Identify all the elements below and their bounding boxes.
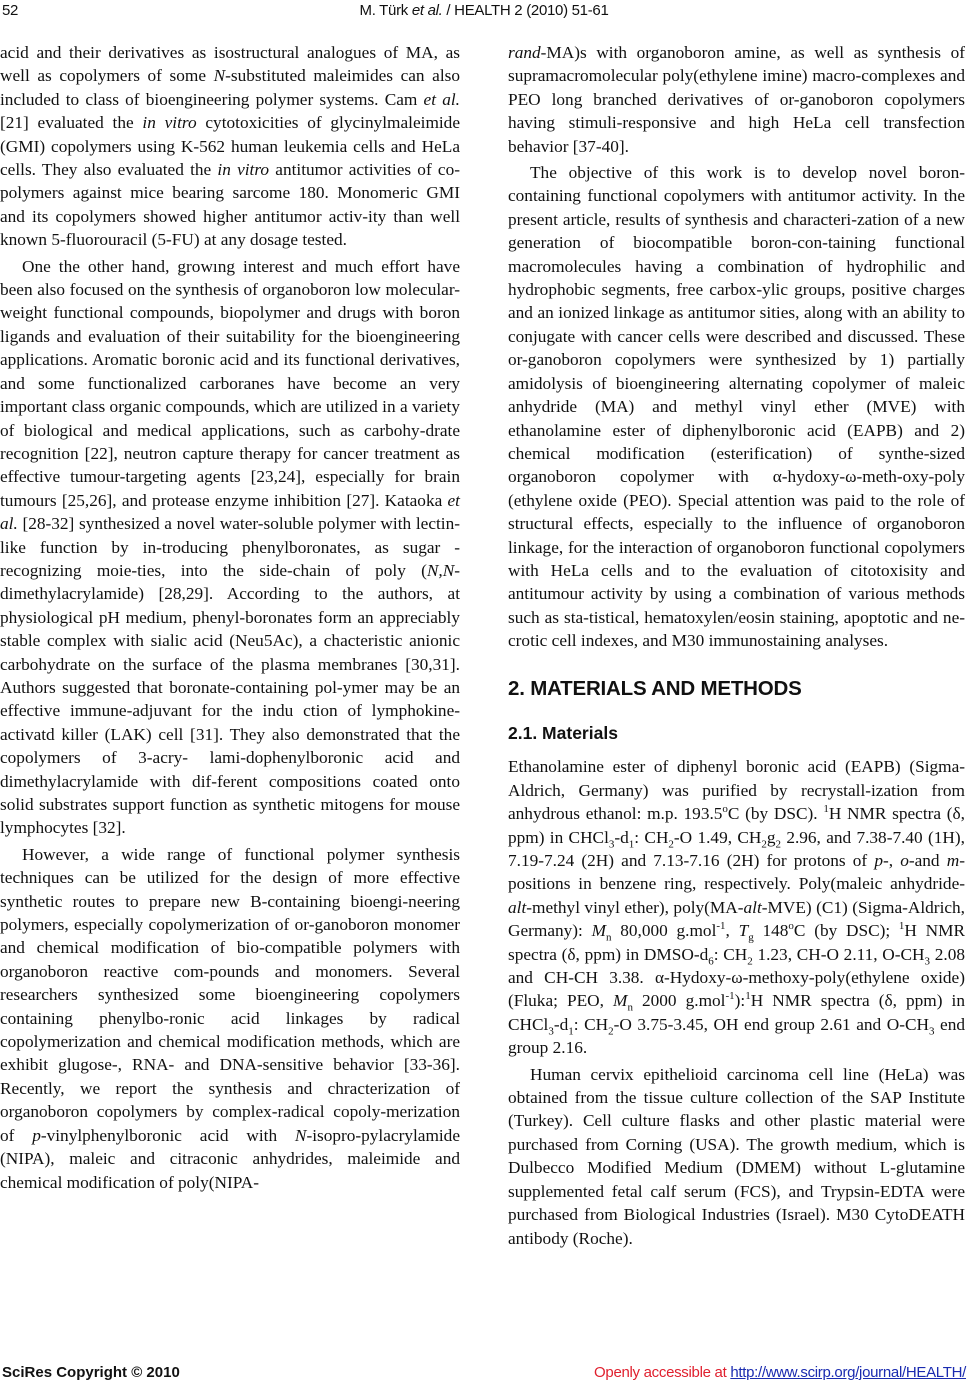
text-run: g [748,931,754,944]
text-run: N [213,66,226,86]
running-title-etal: et al. [411,2,443,19]
paragraph [0,41,460,252]
text-run: -O 3.75-3.45, OH end group 2.61 and O-CH [613,1014,929,1034]
paragraph [508,41,965,158]
text-run: 148 [753,921,789,941]
text-run: 1.23, CH-O 2.11, O-CH [752,944,925,964]
copyright-notice: SciRes Copyright © 2010 [2,1364,180,1381]
text-run: -positions in benzene ring, respectively. Poly(maleic anhydride- [508,851,965,894]
text-run: alt [743,897,762,917]
text-run: 1 [745,990,751,1003]
text-run: 1 [628,838,635,851]
text-run: 80,000 g.mol [611,921,717,941]
text-run: -dimethylacrylamide) [28,29]. According to the authors, at physiological pH medium, phenyl-boronates form an appreciably stable complex with sialic acid (Neu5Ac), a chacteristic anionic carbohydrate on the surface of the plasma membranes [30,31]. Authors suggested that boronate-containing pol-ymer may be an effective immune-adjuvant for the indu ction of lymphokine-activatd killer (LAK) cell [31]. They also demonstrated that the copolymers of 3-acry- lami-dophenylboronic acid and dimethylacrylamide with dif-ferent compositions coated onto solid substrates support function as synthetic mitogens for mouse lymphocytes [32]. [0,560,460,838]
text-run: -isopro-pylacrylamide (NIPA), maleic and citraconic anhydrides, maleimide and chemical modification of poly(NIPA- [0,1125,460,1192]
text-run: n [606,931,612,944]
text-run: C (by DSC); [793,921,899,941]
text-run: : CH [634,827,669,847]
page-header [0,0,968,24]
text-run: in vitro [217,160,270,180]
text-run: n [627,1001,633,1014]
open-access-label: Openly accessible at [594,1364,731,1381]
paragraph [0,843,460,1194]
text-run: 1 [898,920,905,933]
journal-link[interactable]: http://www.scirp.org/journal/HEALTH/ [730,1364,966,1381]
text-run: -O 1.49, CH [673,827,762,847]
text-run: : CH [573,1014,609,1034]
text-run: in vitro [142,113,197,133]
text-run: -substituted maleimides can also included to class of bioengineering polymer systems. Cam [0,66,460,109]
text-run: -1 [716,920,726,933]
text-run: H NMR spectra (δ, ppm) in CHCl [508,991,965,1034]
text-run: 2.96, and 7.38-7.40 (1H), 7.19-7.24 (2H) and 7.13-7.16 (2H) for protons of [508,827,965,870]
text-run: One the other hand, growıng interest and much effort have been also focused on the synthesis of organoboron low molecular-weight functional compounds, biopolymer and drugs with boron ligands and evaluation of their suitability for the bioengineering applications. Aromatic boronic acid and its functional derivatives, and some functionalized carboranes have become an very important class organic compounds, which are utilized in a variety of biological and medical applications, such as carbohy-drate recognition [22], neutron capture therapy for cancer treatment as effective tumour-targeting agents [23,24], especially for brain tumours [25,26], and protease enzyme inhibition [27]. Kataoka [0,256,460,510]
text-run: However, a wide range of functional polymer synthesis techniques can be utilized for the design of more effective synthetic routes to prepare new B-containing bioengi-neering polymers, especially copolymerization of or-ganoboron monomer and chemical modification of bio-compatible polymers with organoboron reactive com-pounds and monomers. Several researchers synthesized some bioengineering copolymers containing phenylbo-ronic acid linkages by radical copolymerization and chemical modification methods, which are exhibit glugose-, RNA- and DNA-sensitive behavior [33-36]. Recently, we report the synthesis and chracterization of organoboron copolymers by complex-radical copoly-merization of [0,844,460,1145]
text-run: N [294,1125,307,1145]
text-run: 3 [928,1025,935,1038]
text-run: rand [508,43,541,62]
text-run: p [874,851,883,870]
text-run: o [722,803,728,816]
text-run: et al. [0,490,460,534]
text-run: H NMR spectra (δ, ppm) in CHCl [508,804,966,847]
text-run: m [946,851,960,870]
paragraph [508,755,965,1059]
text-run: 2000 g.mol [632,991,726,1011]
text-run: Ethanolamine ester of diphenyl boronic acid (EAPB) (Sigma-Aldrich, Germany) was purified by recrystall-ization from anhydrous ethanol: m.p. 193.5 [508,757,965,824]
text-run: 2 [775,838,781,851]
paragraph [0,255,460,840]
text-run: H NMR spectra (δ, ppm) in DMSO-d [508,921,965,964]
text-run: : CH [713,944,748,964]
text-run: 2.08 and CH-CH 3.38. α-Hydoxy-ω-methoxy-poly(ethylene oxide) (Fluka; PEO, [508,944,965,1011]
text-run: antitumor activities of co-polymers against mice bearing sarcome 180. Monomeric GMI and its copolymers showed higher antitumor activ-ity than well known 5-fluorouracil (5-FU) at any dosage tested. [0,160,460,250]
text-run: 3 [548,1025,554,1038]
left-column [0,41,460,1194]
text-run: ): [734,991,746,1011]
running-title [0,2,968,19]
text-run: T [738,921,749,941]
text-run: 3 [924,955,931,968]
text-run: N,N [426,560,455,580]
paragraph: The objective of this work is to develop novel boron-containing functional copolymers with antitumor activity. In the present article, results of synthesis and characteri-zation of a new generation of biocompatible boron-con-taining functional macromolecules having a combination of hydrophilic and hydrophobic segments, free carbox-ylic groups, positive charges and an ionized linkage as antitumor sities, along with an ability to conjugate with cancer cells were described and discussed. These or-ganoboron copolymers were synthesized by 1) partially amidolysis of bioengineering alternating copolymer of maleic anhydride (MA) and methyl vinyl ether (MVE) with ethanolamine ester of diphenylboronic acid (EAPB) and 2) chemical modification (esterification) of synthe-sized organoboron copolymer with α-hydoxy-ω-meth-oxy-poly (ethylene oxide (PEO). Special attention was paid to the role of structural effects, especially to the influence of organoboron linkage, for the interaction of organoboron functional copolymers with HeLa cells and to the evaluation of citotoxisity and antitumour activity by using a combination of various methods such as sta-tistical, hematoxylen/eosin staining, apoptotic and ne-crotic cell indexes, and M30 immunostaining analyses. [508,163,965,651]
text-run: p [32,1125,41,1145]
text-run: M [613,991,628,1011]
text-run: 2 [747,955,753,968]
text-run: , [725,921,739,941]
section-heading: 2. MATERIALS AND METHODS [508,676,802,700]
running-title-authors: M. Türk [359,2,412,19]
text-run: C (by DSC). [727,804,824,824]
text-run: o [900,851,909,870]
open-access-notice [594,1364,966,1381]
text-run: -d [553,1014,569,1034]
text-run: -, [882,851,901,870]
text-run: 2 [608,1025,614,1038]
text-run: -1 [725,990,735,1003]
text-run: 2 [761,838,767,851]
text-run: cytotoxicities of glycinylmaleimide (GMI) copolymers using K-562 human leukemia cells and HeLa cells. They also evaluated the [0,113,460,180]
text-run: M [591,921,607,941]
text-run: o [788,920,794,933]
text-run: end group 2.16. [508,1014,965,1058]
text-run: [28-32] synthesized a novel water-soluble polymer with lectin-like function by in-troducing phenylboronates, as sugar -recognizing moie-ties, into the side-chain of poly ( [0,514,460,580]
text-run: 3 [608,838,615,851]
text-run: 2 [668,838,674,851]
text-run: acid and their derivatives as isostructural analogues of MA, as well as copolymers of some [0,43,460,86]
page-footer [0,1364,968,1384]
text-run: g [766,827,776,847]
text-run: alt [508,897,527,917]
paragraph: Human cervix epithelioid carcinoma cell line (HeLa) was obtained from the tissue culture collection of the SAP Institute (Turkey). Cell culture flasks and other plastic material were purchased from Corning (USA). The growth medium, which is Dulbecco Modified Medium (DMEM) without L-glutamine supplemented fetal calf serum (FCS), and Trypsin-EDTA were purchased from Biological Industries (Israel). M30 CytoDEATH antibody (Roche). [508,1064,965,1248]
text-run: -and [908,851,947,870]
text-run: 1 [568,1025,574,1038]
text-run: 6 [708,955,714,968]
text-run: et al. [423,89,460,109]
subsection-heading: 2.1. Materials [508,722,618,743]
text-run: [21] evaluated the [0,113,143,133]
text-run: -d [614,827,629,847]
text-run: -MA)s with organoboron amine, as well as synthesis of supramacromolecular poly(ethylene imine) macro-complexes and PEO long branched derivatives of or-ganoboron copolymers having stimuli-responsive and high HeLa cell transfection behavior [37-40]. [508,43,965,156]
text-run: -methyl vinyl ether), poly(MA- [526,897,744,917]
text-run: -vinylphenylboronic acid with [40,1125,295,1145]
text-run: -MVE) (C1) (Sigma-Aldrich, Germany): [508,897,965,941]
text-run: 1 [823,803,829,816]
right-column [508,41,965,1250]
page-number: 52 [2,2,19,19]
running-title-journal: / HEALTH 2 (2010) 51-61 [442,2,609,19]
